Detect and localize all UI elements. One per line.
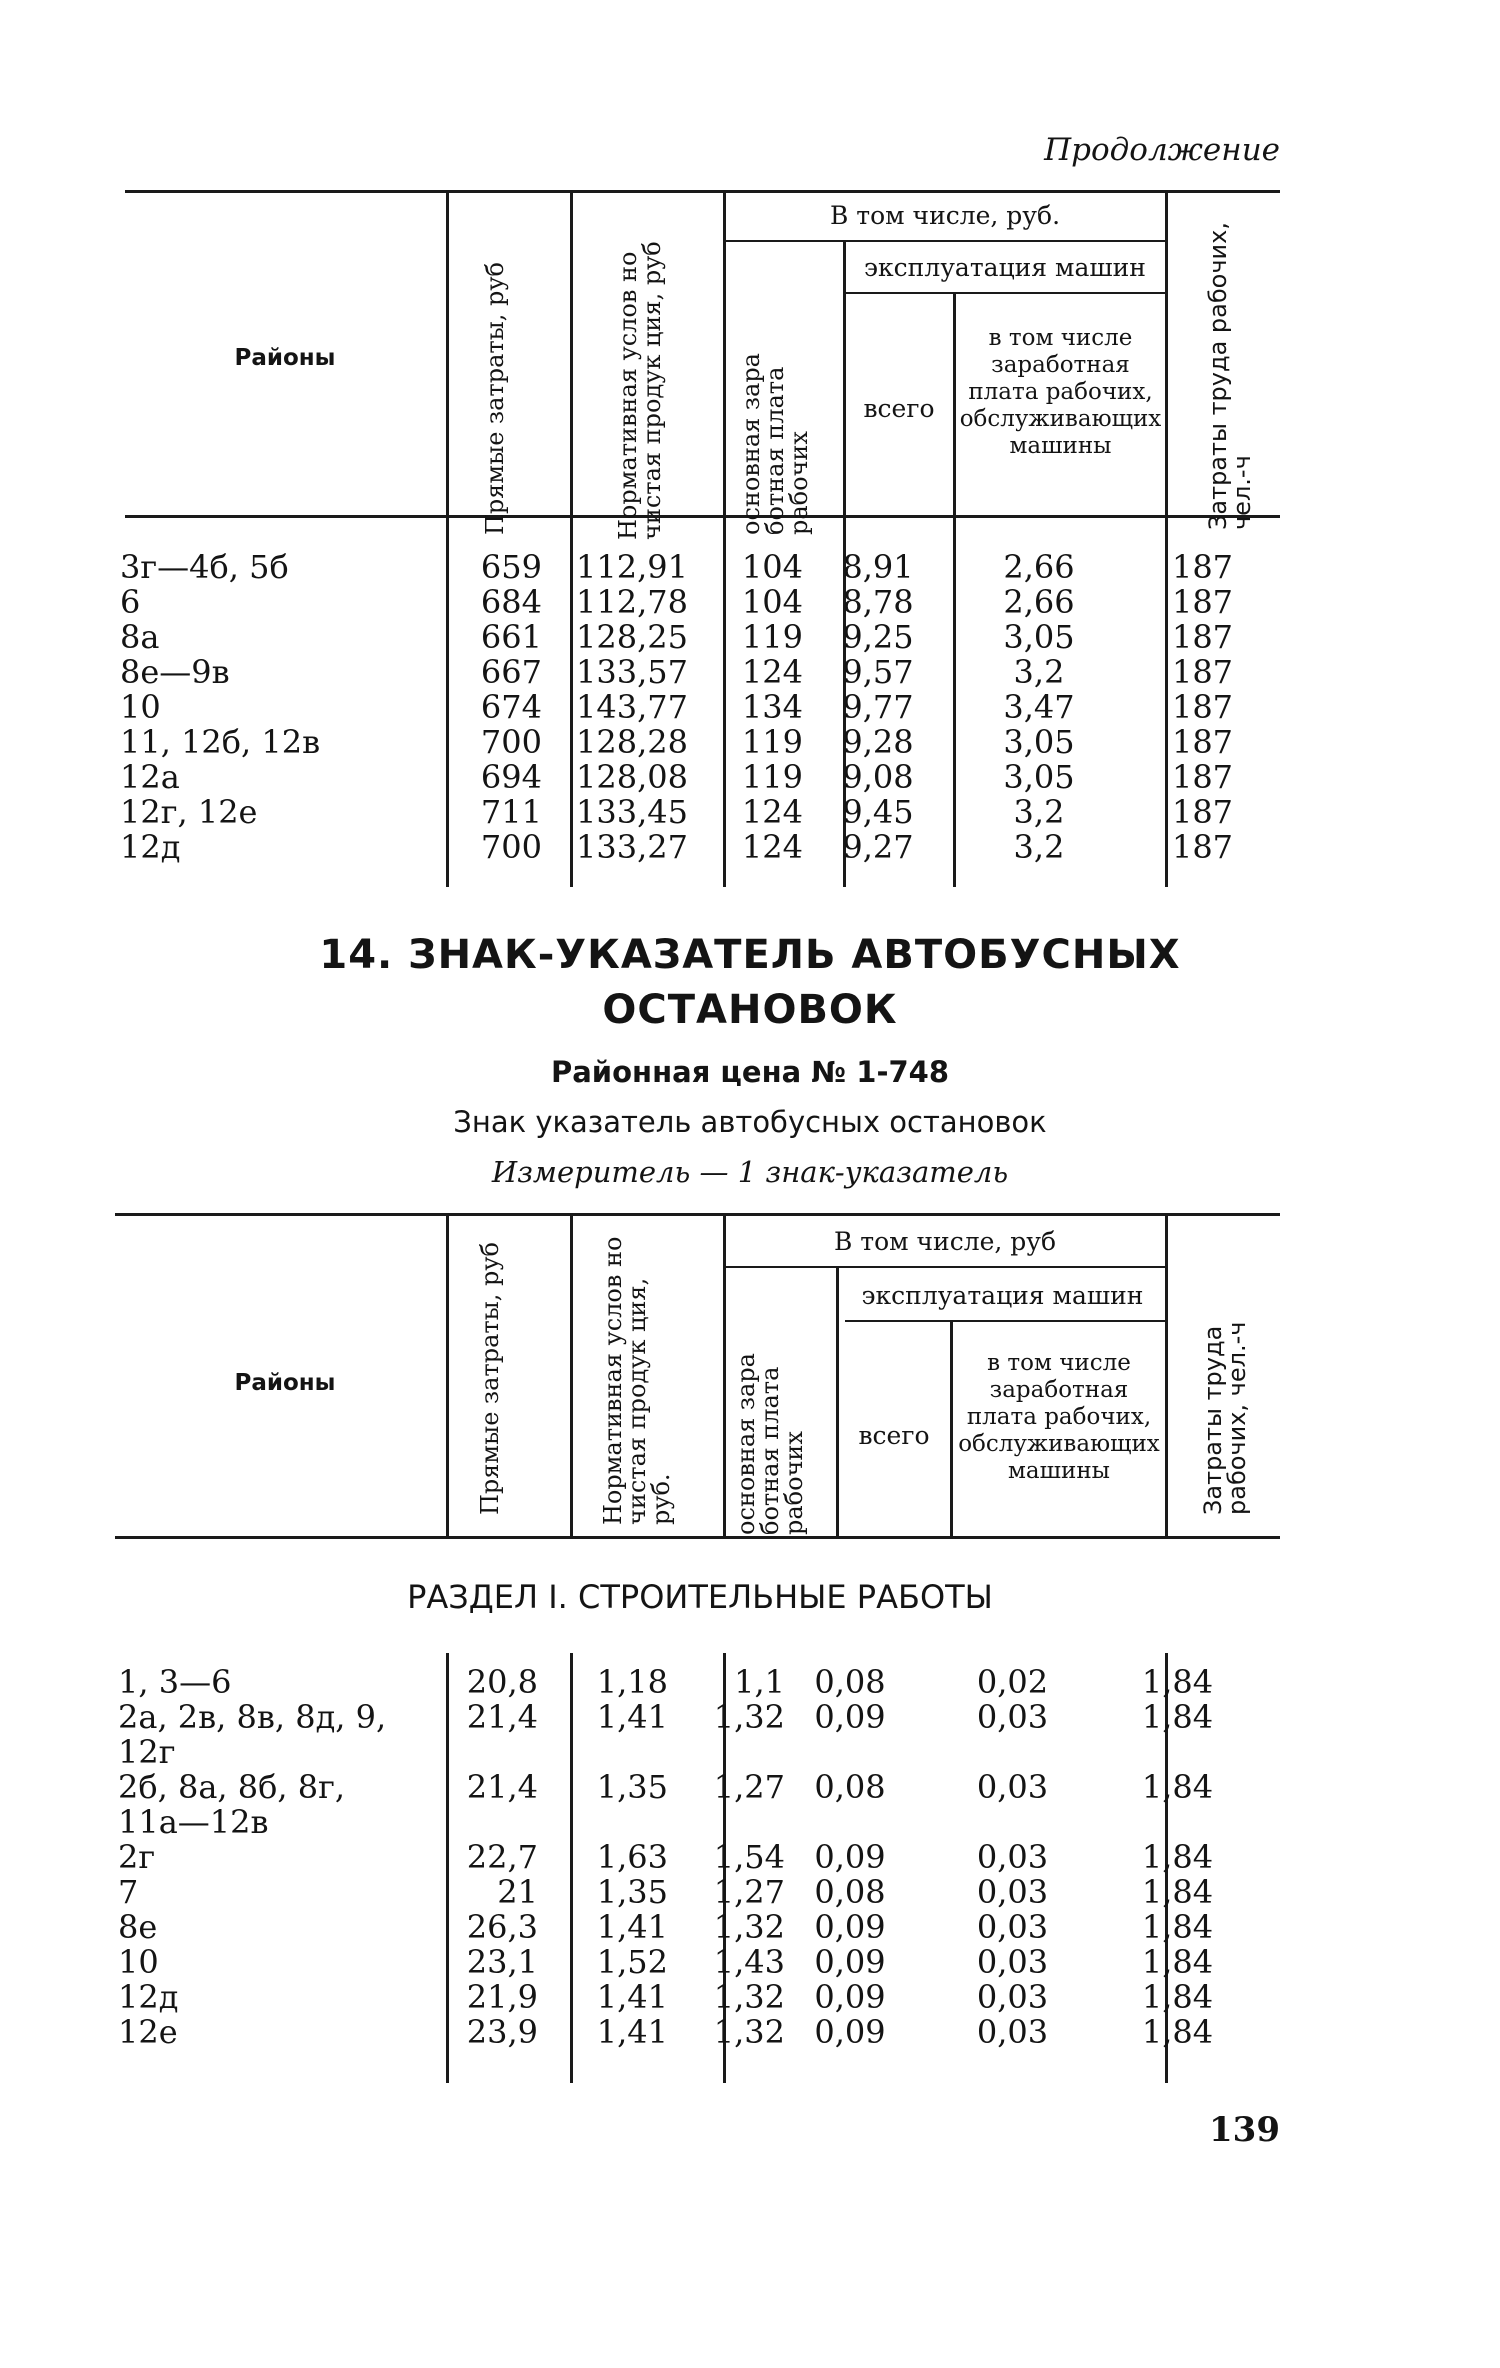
table-2-header-including: В том числе, руб [833, 1227, 1057, 1256]
table-row: 10 674 143,77 134 9,77 3,47 187 [120, 688, 1234, 726]
table-row: 1, 3—6 20,8 1,18 1,1 0,08 0,02 1,84 [118, 1663, 1214, 1701]
table-row: 12е 23,9 1,41 1,32 0,09 0,03 1,84 [118, 2013, 1214, 2051]
table-1-header-wage: основная зара ботная плата рабочих [737, 353, 813, 535]
measure-unit: Измеритель — 1 знак-указатель [491, 1155, 1009, 1189]
table-1-header-including: В том числе, руб. [829, 201, 1061, 230]
table-row: 12д 21,9 1,41 1,32 0,09 0,03 1,84 [118, 1978, 1214, 2016]
section-title-line-1: 14. ЗНАК-УКАЗАТЕЛЬ АВТОБУСНЫХ [319, 932, 1181, 978]
section-heading: РАЗДЕЛ I. СТРОИТЕЛЬНЫЕ РАБОТЫ [407, 1578, 993, 1616]
table-1-machine-rule [845, 292, 1165, 294]
table-2-header-machine-op: эксплуатация машин [861, 1281, 1144, 1310]
section-title-line-2: ОСТАНОВОК [602, 987, 898, 1033]
continuation-label: Продолжение [1044, 132, 1280, 168]
table-2-header-rule [115, 1536, 1280, 1539]
table-row: 3г—4б, 5б 659 112,91 104 8,91 2,66 187 [120, 548, 1234, 586]
table-row: 10 23,1 1,52 1,43 0,09 0,03 1,84 [118, 1943, 1214, 1981]
table-1-header-districts: Районы [234, 345, 336, 371]
price-reference: Районная цена № 1-748 [550, 1055, 950, 1089]
table-1-header-direct-costs: Прямые затраты, руб [481, 262, 509, 535]
table-2-header-labor: Затраты труда рабочих, чел.-ч [1199, 1321, 1251, 1515]
table-2-col-rule [446, 1215, 449, 1537]
table-row: 2г 22,7 1,63 1,54 0,09 0,03 1,84 [118, 1838, 1214, 1876]
table-1-including-rule [725, 240, 1165, 242]
table-2-including-rule [725, 1266, 1165, 1268]
table-1-top-rule [125, 190, 1280, 193]
table-1-header-labor: Затраты труда рабочих, чел.-ч [1204, 222, 1256, 530]
table-row: 8а 661 128,25 119 9,25 3,05 187 [120, 618, 1234, 656]
table-2-header-machine-wage: в том числе заработная плата рабочих, обслуживающих машины [958, 1350, 1160, 1484]
table-1-header-machine-wage: в том числе заработная плата рабочих, обслуживающих машины [959, 325, 1162, 459]
table-2-machine-rule [845, 1320, 1165, 1322]
table-row: 2б, 8а, 8б, 8г, 11а—12в 21,4 1,35 1,27 0,08 0,03 1,84 [118, 1768, 1214, 1841]
table-row: 11, 12б, 12в 700 128,28 119 9,28 3,05 187 [120, 723, 1234, 761]
table-2-header-wage: основная зара ботная плата рабочих [732, 1353, 808, 1535]
table-row: 12а 694 128,08 119 9,08 3,05 187 [120, 758, 1234, 796]
table-row: 6 684 112,78 104 8,78 2,66 187 [120, 583, 1234, 621]
table-2-col-rule [1165, 1215, 1168, 1537]
table-2-col-rule [836, 1268, 839, 1537]
table-1-header-total: всего [863, 394, 935, 423]
table-1-header-machine-op: эксплуатация машин [864, 253, 1146, 282]
table-2-top-rule [115, 1213, 1280, 1216]
table-2-header-direct-costs: Прямые затраты, руб [476, 1242, 504, 1515]
table-2-col-rule [570, 1215, 573, 1537]
table-2-header-total: всего [858, 1421, 930, 1450]
table-row: 7 21 1,35 1,27 0,08 0,03 1,84 [118, 1873, 1214, 1911]
table-row: 8е—9в 667 133,57 124 9,57 3,2 187 [120, 653, 1234, 691]
table-row: 12г, 12е 711 133,45 124 9,45 3,2 187 [120, 793, 1234, 831]
table-2-body [118, 1665, 1235, 2050]
table-row: 8е 26,3 1,41 1,32 0,09 0,03 1,84 [118, 1908, 1214, 1946]
table-2-col-rule [950, 1322, 953, 1537]
table-row: 12д 700 133,27 124 9,27 3,2 187 [120, 828, 1234, 866]
table-2-header-normative: Нормативная услов но чистая продук ция, руб. [599, 1236, 675, 1525]
table-row: 2а, 2в, 8в, 8д, 9, 12г 21,4 1,41 1,32 0,09 0,03 1,84 [118, 1698, 1214, 1771]
table-2-header-districts: Районы [234, 1370, 336, 1396]
table-1-header-normative: Нормативная услов но чистая продук ция, руб [614, 241, 666, 540]
table-1-body [120, 550, 1260, 865]
page-number: 139 [1209, 2110, 1280, 2150]
item-name: Знак указатель автобусных остановок [453, 1105, 1047, 1139]
table-1-header-rule [125, 515, 1280, 518]
